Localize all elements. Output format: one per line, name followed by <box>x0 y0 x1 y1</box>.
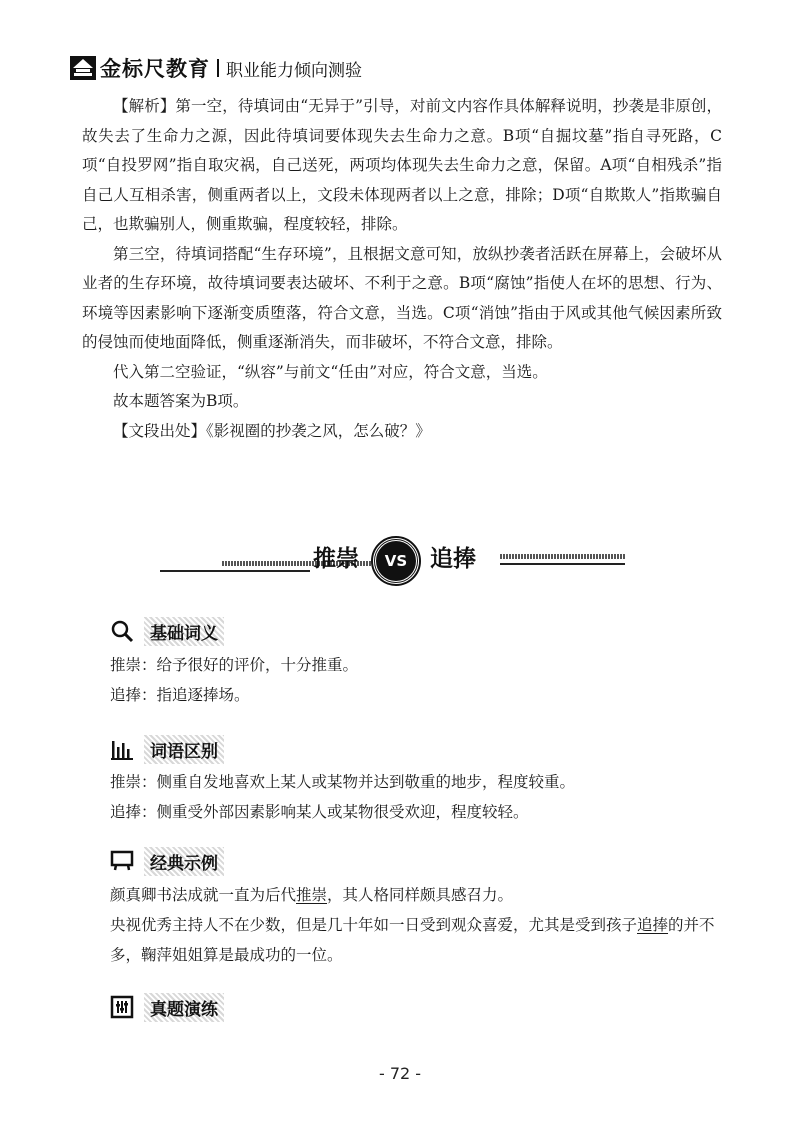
page-number: - 72 - <box>378 1064 422 1083</box>
section-practice-header <box>110 994 224 1020</box>
banner-rule-right-thin <box>500 563 625 565</box>
section-diff-title: 词语区别 <box>144 735 224 764</box>
magnifier-icon <box>110 619 134 643</box>
analysis-block <box>82 92 722 446</box>
compare-word-left: 推崇 <box>313 546 359 572</box>
example-1 <box>110 880 720 910</box>
diff-line-2: 追捧：侧重受外部因素影响某人或某物很受欢迎，程度较轻。 <box>110 803 529 821</box>
example-1-part-b: ，其人格同样颇具感召力。 <box>327 886 514 904</box>
bar-chart-icon <box>110 737 134 761</box>
cart-icon <box>110 849 134 873</box>
example-2-part-a: 央视优秀主持人不在少数，但是几十年如一日受到观众喜爱，尤其是受到孩子 <box>110 916 638 934</box>
compare-banner <box>160 528 640 588</box>
section-basic-title: 基础词义 <box>144 617 224 646</box>
section-practice-title: 真题演练 <box>144 993 224 1022</box>
analysis-paragraph-2: 第三空，待填词搭配“生存环境”，且根据文意可知，放纵抄袭者活跃在屏幕上，会破坏从业者的生存环境，故待填词要表达破坏、不利于之意。B项“腐蚀”指使人在坏的思想、行为、环境等因素影响下逐渐变质堕落，符合文意，当选。C项“消蚀”指由于风或其他气候因素所致的侵蚀而使地面降低，侧重逐渐消失，而非破坏，不符合文意，排除。 <box>82 244 722 351</box>
example-2-part-b: 的并不多，鞠萍姐姐算是最成功的一位。 <box>110 916 715 964</box>
brand-name: 金标尺教育 <box>100 57 210 81</box>
analysis-paragraph-4: 故本题答案为B项。 <box>113 392 249 410</box>
compare-word-right: 追捧 <box>430 546 476 572</box>
banner-rule-right <box>500 554 625 559</box>
header-subtitle: 职业能力倾向测验 <box>226 60 362 81</box>
sliders-icon <box>110 995 134 1019</box>
example-1-keyword: 推崇 <box>296 886 328 904</box>
example-text <box>110 880 720 970</box>
example-2 <box>110 910 720 970</box>
banner-rule-left-thin <box>160 570 310 572</box>
section-example-title: 经典示例 <box>144 847 224 876</box>
basic-line-1: 推崇：给予很好的评价，十分推重。 <box>110 656 359 674</box>
example-1-part-a: 颜真卿书法成就一直为后代 <box>110 886 297 904</box>
section-example-header <box>110 848 224 874</box>
source-citation: 【文段出处】《影视圈的抄袭之风，怎么破？》 <box>113 421 431 440</box>
basic-line-2: 追捧：指追逐捧场。 <box>110 686 250 704</box>
analysis-paragraph-3: 代入第二空验证，“纵容”与前文“任由”对应，符合文意，当选。 <box>113 362 548 381</box>
example-2-keyword: 追捧 <box>637 916 669 934</box>
diff-text <box>110 767 720 827</box>
section-diff-header <box>110 736 224 762</box>
basic-meaning-text <box>110 650 720 710</box>
diff-line-1: 推崇：侧重自发地喜欢上某人或某物并达到敬重的地步，程度较重。 <box>110 773 576 791</box>
page-header <box>70 53 362 83</box>
vs-label: VS <box>384 552 408 570</box>
header-divider <box>217 59 219 77</box>
brand-logo-icon <box>70 56 96 80</box>
vs-badge <box>373 538 419 584</box>
analysis-paragraph-1: 【解析】第一空，待填词由“无异于”引导，对前文内容作具体解释说明，抄袭是非原创，故失去了生命力之源，因此待填词要体现失去生命力之意。B项“自掘坟墓”指自寻死路，C项“自投罗网”指自取灾祸，自己送死，两项均体现失去生命力之意，保留。A项“自相残杀”指自己人互相杀害，侧重两者以上，文段未体现两者以上之意，排除；D项“自欺欺人”指欺骗自己，也欺骗别人，侧重欺骗，程度较轻，排除。 <box>82 97 722 233</box>
section-basic-header <box>110 618 224 644</box>
